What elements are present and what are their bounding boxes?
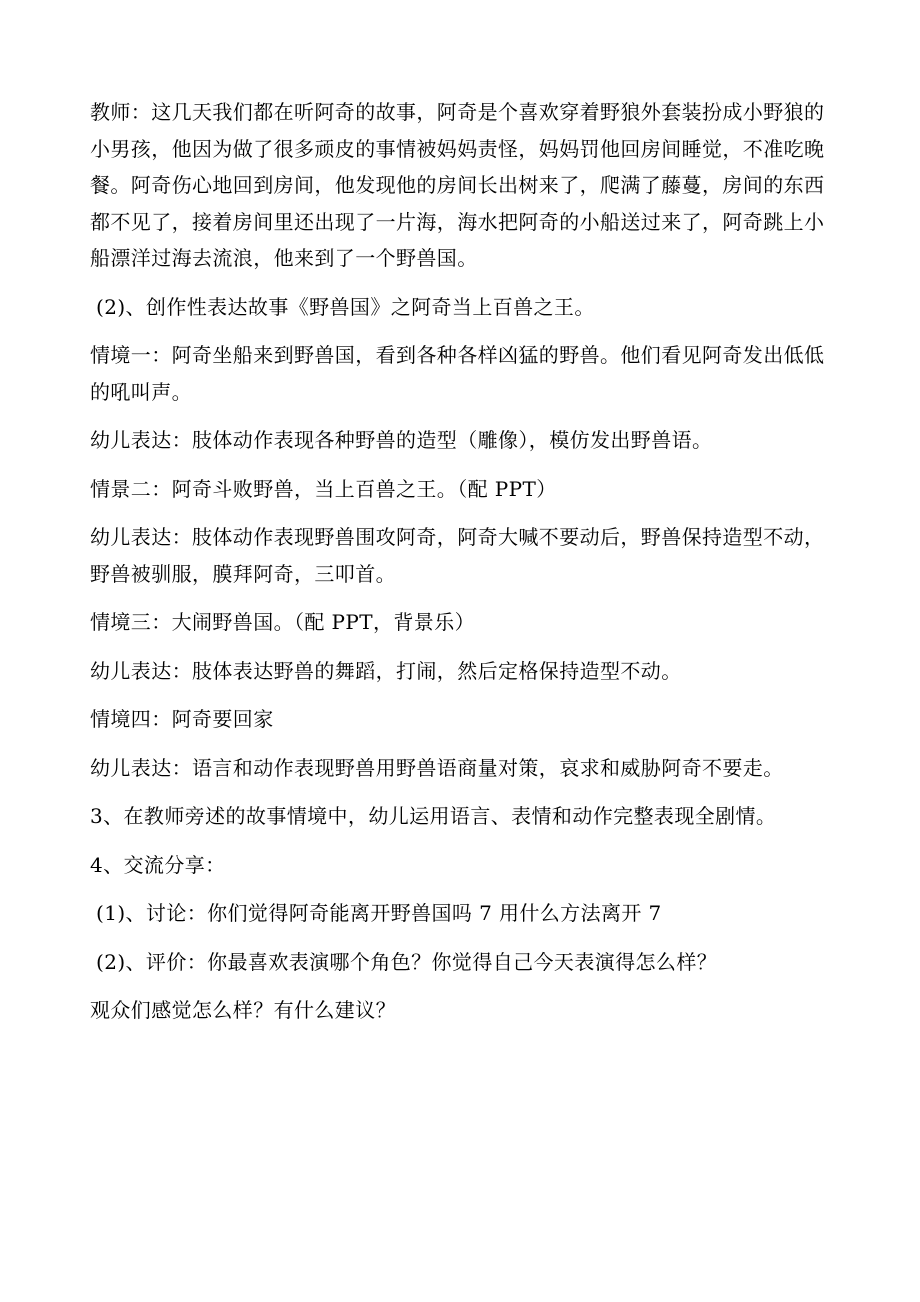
paragraph-child-expression-3: 幼儿表达：肢体表达野兽的舞蹈，打闹，然后定格保持造型不动。 — [90, 658, 682, 683]
paragraph-child-expression-1: 幼儿表达：肢体动作表现各种野兽的造型（雕像），模仿发出野兽语。 — [90, 428, 713, 452]
paragraph-scene-2: 情景二：阿奇斗败野兽，当上百兽之王。（配 PPT） — [90, 476, 557, 501]
paragraph-scene-4: 情境四：阿奇要回家 — [90, 707, 274, 731]
paragraph-audience: 观众们感觉怎么样？有什么建议？ — [90, 998, 396, 1022]
paragraph-teacher-intro: 教师：这几天我们都在听阿奇的故事，阿奇是个喜欢穿着野狼外套装扮成小野狼的小男孩，他因为做了很多顽皮的事情被妈妈责怪，妈妈罚他回房间睡觉，不准吃晚餐。阿奇伤心地回到房间，他发现他的房间长出树来了，爬满了藤蔓，房间的东西都不见了，接着房间里还出现了一片海，海水把阿奇的小船送过来了，阿奇跳上小船漂洋过海去流浪，他来到了一个野兽国。 — [90, 100, 825, 270]
paragraph-scene-3: 情境三：大闹野兽国。（配 PPT，背景乐） — [90, 610, 476, 634]
paragraph-evaluation: (2)、评价：你最喜欢表演哪个角色？你觉得自己今天表演得怎么样？ — [96, 949, 718, 974]
paragraph-scene-1: 情境一：阿奇坐船来到野兽国，看到各种各样凶猛的野兽。他们看见阿奇发出低低的吼叫声。 — [90, 343, 825, 404]
paragraph-step-4: 4、交流分享： — [90, 852, 226, 877]
paragraph-step-3: 3、在教师旁述的故事情境中，幼儿运用语言、表情和动作完整表现全剧情。 — [90, 804, 777, 828]
document-body — [90, 94, 835, 1041]
paragraph-child-expression-2: 幼儿表达：肢体动作表现野兽围攻阿奇，阿奇大喊不要动后，野兽保持造型不动，野兽被驯服，膜拜阿奇，三叩首。 — [90, 525, 825, 586]
paragraph-step-2: (2)、创作性表达故事《野兽国》之阿奇当上百兽之王。 — [96, 294, 595, 319]
paragraph-child-expression-4: 幼儿表达：语言和动作表现野兽用野兽语商量对策，哀求和威胁阿奇不要走。 — [90, 755, 784, 780]
paragraph-discussion: (1)、讨论：你们觉得阿奇能离开野兽国吗 7 用什么方法离开 7 — [96, 901, 662, 925]
